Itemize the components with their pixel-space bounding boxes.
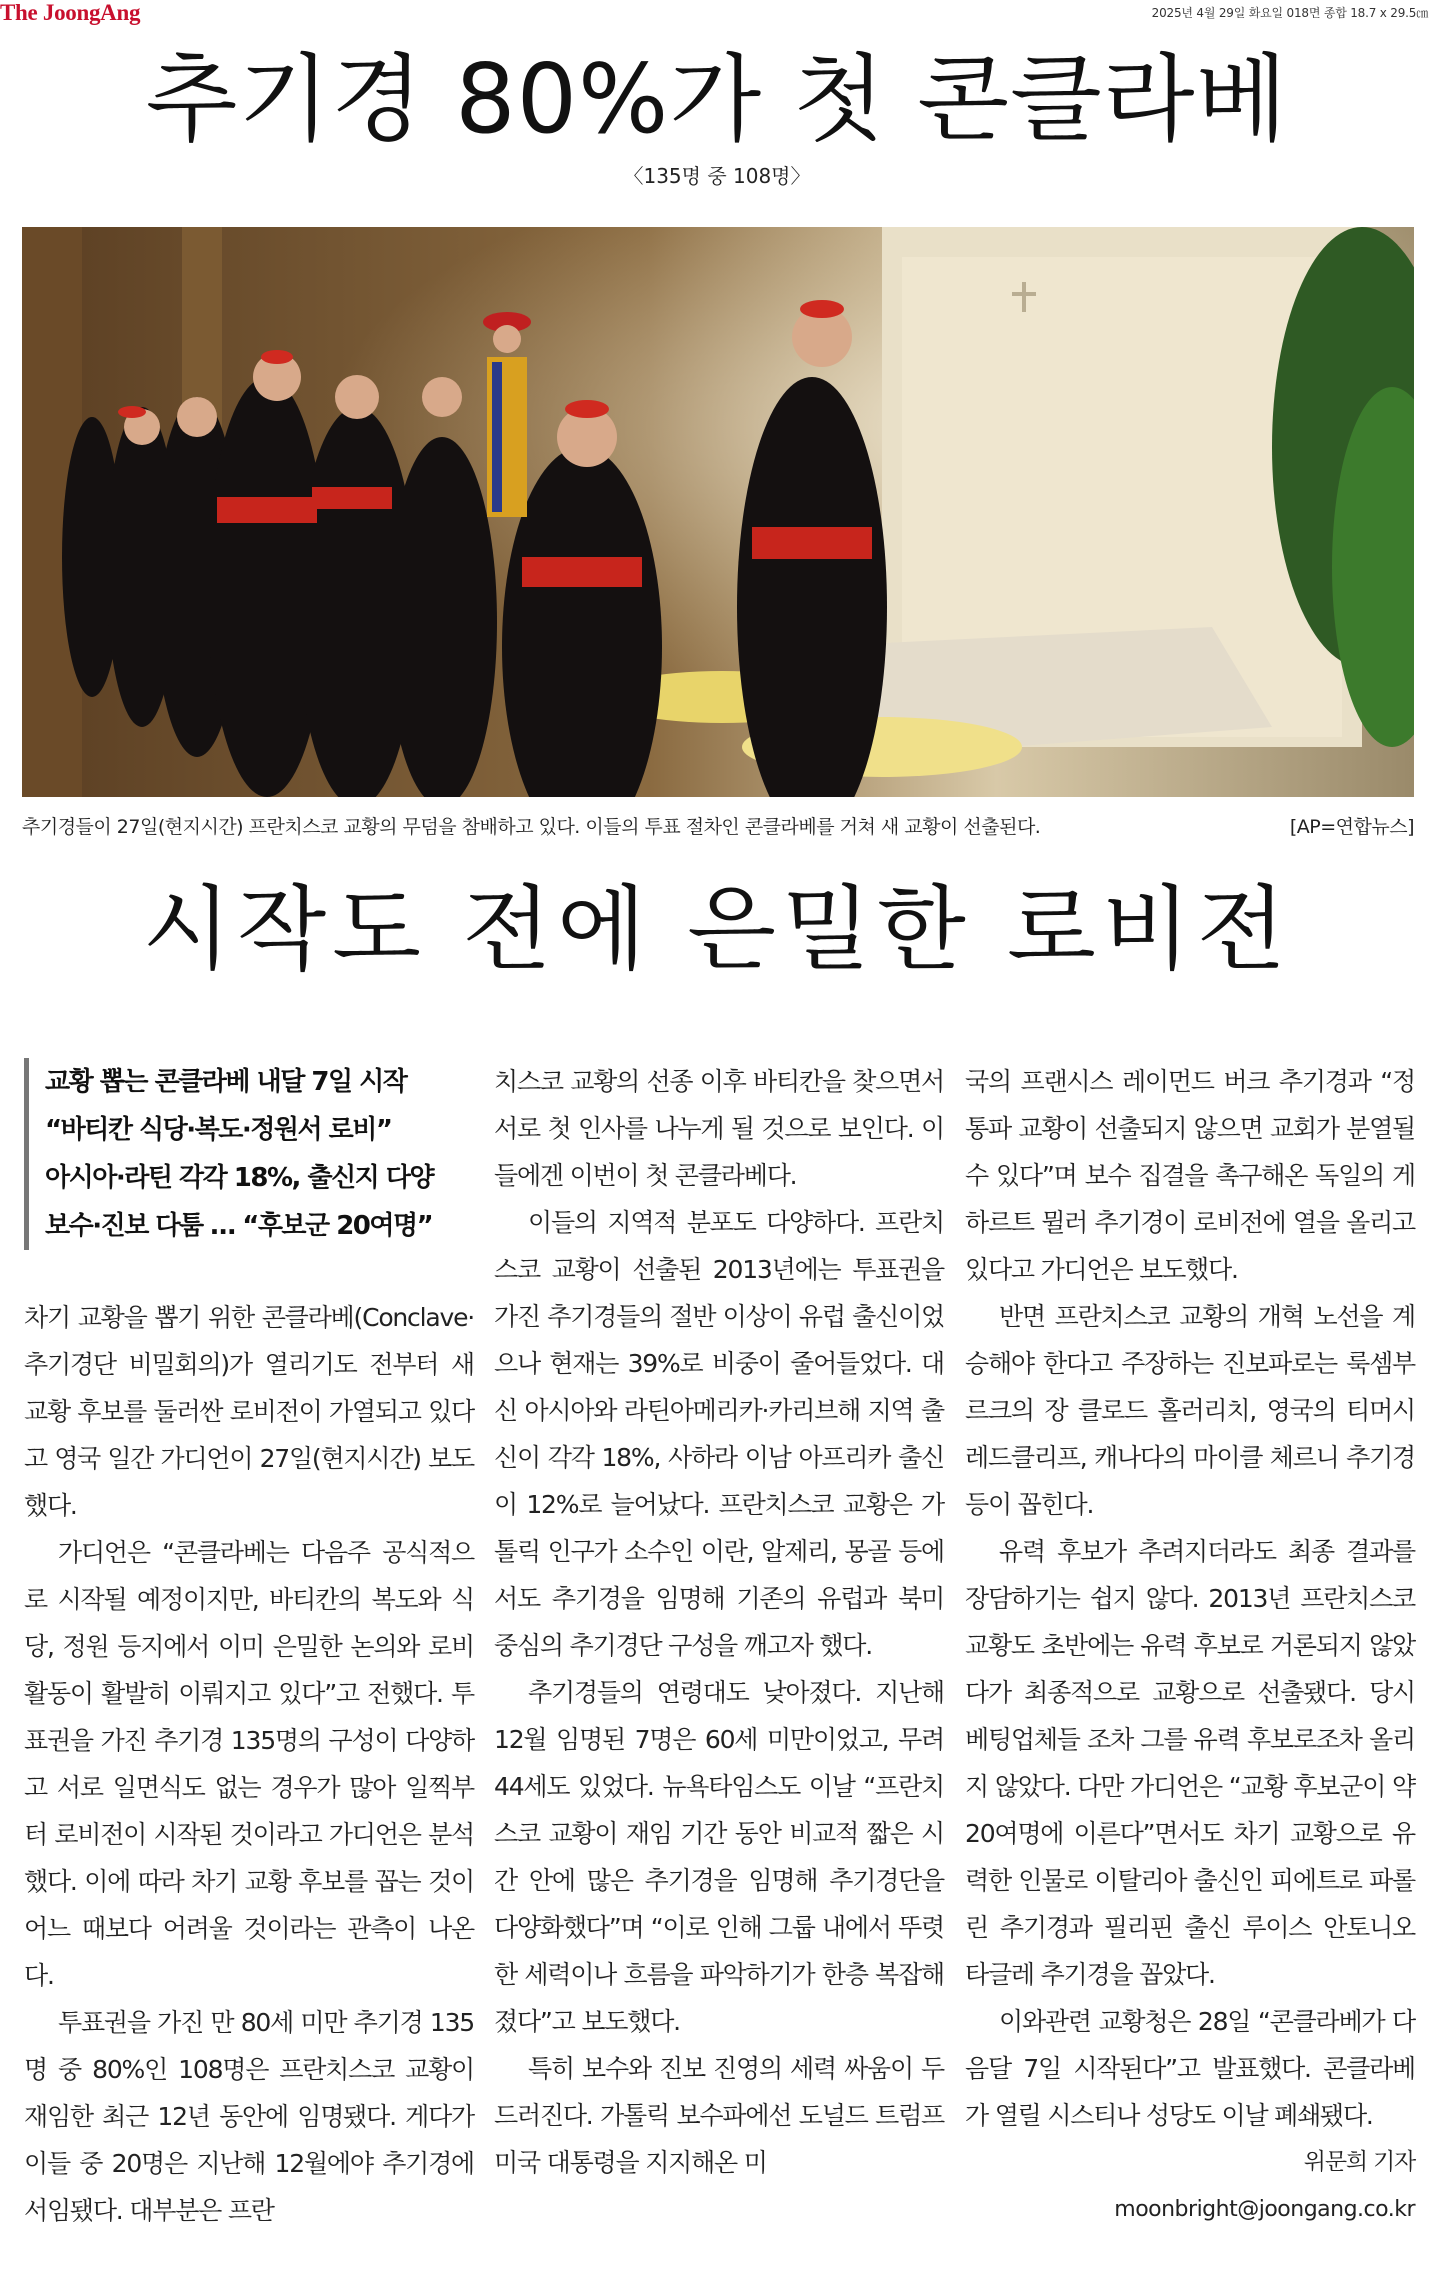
photo-caption — [22, 812, 1414, 839]
summary-line: “바티칸 식당·복도·정원서 로비” — [45, 1115, 392, 1145]
summary-line: 아시아·라틴 각각 18%, 출신지 다양 — [45, 1163, 434, 1193]
summary-line: 보수·진보 다툼 … “후보군 20여명” — [45, 1211, 433, 1241]
article-column-2 — [494, 1058, 944, 2186]
article-paragraph: 국의 프랜시스 레이먼드 버크 추기경과 “정통파 교황이 선출되지 않으면 교회가 분열될 수 있다”며 보수 집결을 촉구해온 독일의 게하르트 뮐러 추기경이 로비전에 열을 올리고 있다고 가디언은 보도했다. — [965, 1067, 1415, 1284]
article-paragraph: 특히 보수와 진보 진영의 세력 싸움이 두드러진다. 가톨릭 보수파에선 도널드 트럼프 미국 대통령을 지지해온 미 — [494, 2054, 944, 2177]
secondary-headline: 시작도 전에 은밀한 로비전 — [142, 876, 1292, 983]
masthead — [0, 0, 1434, 28]
byline: 위문희 기자 — [1303, 2149, 1415, 2175]
article-paragraph: 치스코 교황의 선종 이후 바티칸을 찾으면서 서로 첫 인사를 나누게 될 것으로 보인다. 이들에겐 이번이 첫 콘클라베다. — [494, 1067, 944, 1190]
subhead: 〈135명 중 108명〉 — [623, 164, 811, 188]
article-paragraph: 반면 프란치스코 교황의 개혁 노선을 계승해야 한다고 주장하는 진보파로는 룩셈부르크의 장 클로드 홀러리치, 영국의 티머시 레드클리프, 캐나다의 마이클 체르니 추기경 등이 꼽힌다. — [965, 1302, 1415, 1519]
main-headline: 추기경 80%가 첫 콘클라베 — [145, 45, 1289, 155]
article-paragraph: 이와관련 교황청은 28일 “콘클라베가 다음달 7일 시작된다”고 발표했다. 콘클라베가 열릴 시스티나 성당도 이날 폐쇄됐다. — [965, 2007, 1415, 2130]
article-column-1 — [24, 1058, 474, 2234]
article-paragraph: 추기경들의 연령대도 낮아졌다. 지난해 12월 임명된 7명은 60세 미만이었고, 무려 44세도 있었다. 뉴욕타임스도 이날 “프란치스코 교황이 재임 기간 동안 비교적 짧은 시간 안에 많은 추기경을 임명해 추기경단을 다양화했다”며 “이로 인해 그룹 내에서 뚜렷한 세력이나 흐름을 파악하기가 한층 복잡해졌다”고 보도했다. — [494, 1678, 944, 2036]
article-column-3 — [965, 1058, 1415, 2233]
dateline: 2025년 4월 29일 화요일 018면 종합 18.7 x 29.5㎝ — [1151, 6, 1428, 20]
photo-cardinals-illustration — [22, 227, 1414, 797]
news-photo — [22, 227, 1414, 797]
summary-line: 교황 뽑는 콘클라베 내달 7일 시작 — [45, 1067, 407, 1097]
author-email[interactable]: moonbright@joongang.co.kr — [1114, 2197, 1415, 2222]
article-paragraph: 이들의 지역적 분포도 다양하다. 프란치스코 교황이 선출된 2013년에는 투표권을 가진 추기경들의 절반 이상이 유럽 출신이었으나 현재는 39%로 비중이 줄어들었다. 대신 아시아와 라틴아메리카·카리브해 지역 출신이 각각 18%, 사하라 이남 아프리카 출신이 12%로 늘어났다. 프란치스코 교황은 가톨릭 인구가 소수인 이란, 알제리, 몽골 등에서도 추기경을 임명해 기존의 유럽과 북미 중심의 추기경단 구성을 깨고자 했다. — [494, 1208, 944, 1660]
article-paragraph: 차기 교황을 뽑기 위한 콘클라베(Conclave·추기경단 비밀회의)가 열리기도 전부터 새 교황 후보를 둘러싼 로비전이 가열되고 있다고 영국 일간 가디언이 27일(현지시간) 보도했다. — [24, 1303, 474, 1520]
article-paragraph: 투표권을 가진 만 80세 미만 추기경 135명 중 80%인 108명은 프란치스코 교황이 재임한 최근 12년 동안에 임명됐다. 게다가 이들 중 20명은 지난해 12월에야 추기경에 서임됐다. 대부분은 프란 — [24, 2008, 474, 2225]
article-paragraph: 가디언은 “콘클라베는 다음주 공식적으로 시작될 예정이지만, 바티칸의 복도와 식당, 정원 등지에서 이미 은밀한 논의와 로비 활동이 활발히 이뤄지고 있다”고 전했다. 투표권을 가진 추기경 135명의 구성이 다양하고 서로 일면식도 없는 경우가 많아 일찍부터 로비전이 시작된 것이라고 가디언은 분석했다. 이에 따라 차기 교황 후보를 꼽는 것이 어느 때보다 어려울 것이라는 관측이 나온다. — [24, 1538, 474, 1990]
caption-text: 추기경들이 27일(현지시간) 프란치스코 교황의 무덤을 참배하고 있다. 이들의 투표 절차인 콘클라베를 거쳐 새 교황이 선출된다. — [22, 816, 1041, 838]
article-paragraph: 유력 후보가 추려지더라도 최종 결과를 장담하기는 쉽지 않다. 2013년 프란치스코 교황도 초반에는 유력 후보로 거론되지 않았다가 최종적으로 교황으로 선출됐다. 당시 베팅업체들 조차 그를 유력 후보로조차 올리지 않았다. 다만 가디언은 “교황 후보군이 약 20여명에 이른다”면서도 차기 교황으로 유력한 인물로 이탈리아 출신인 피에트로 파롤린 추기경과 필리핀 출신 루이스 안토니오 타글레 추기경을 꼽았다. — [965, 1537, 1415, 1989]
newspaper-logo: The JoongAng — [0, 0, 141, 25]
photo-credit: [AP=연합뉴스] — [1289, 816, 1414, 838]
summary-box — [24, 1058, 474, 1250]
